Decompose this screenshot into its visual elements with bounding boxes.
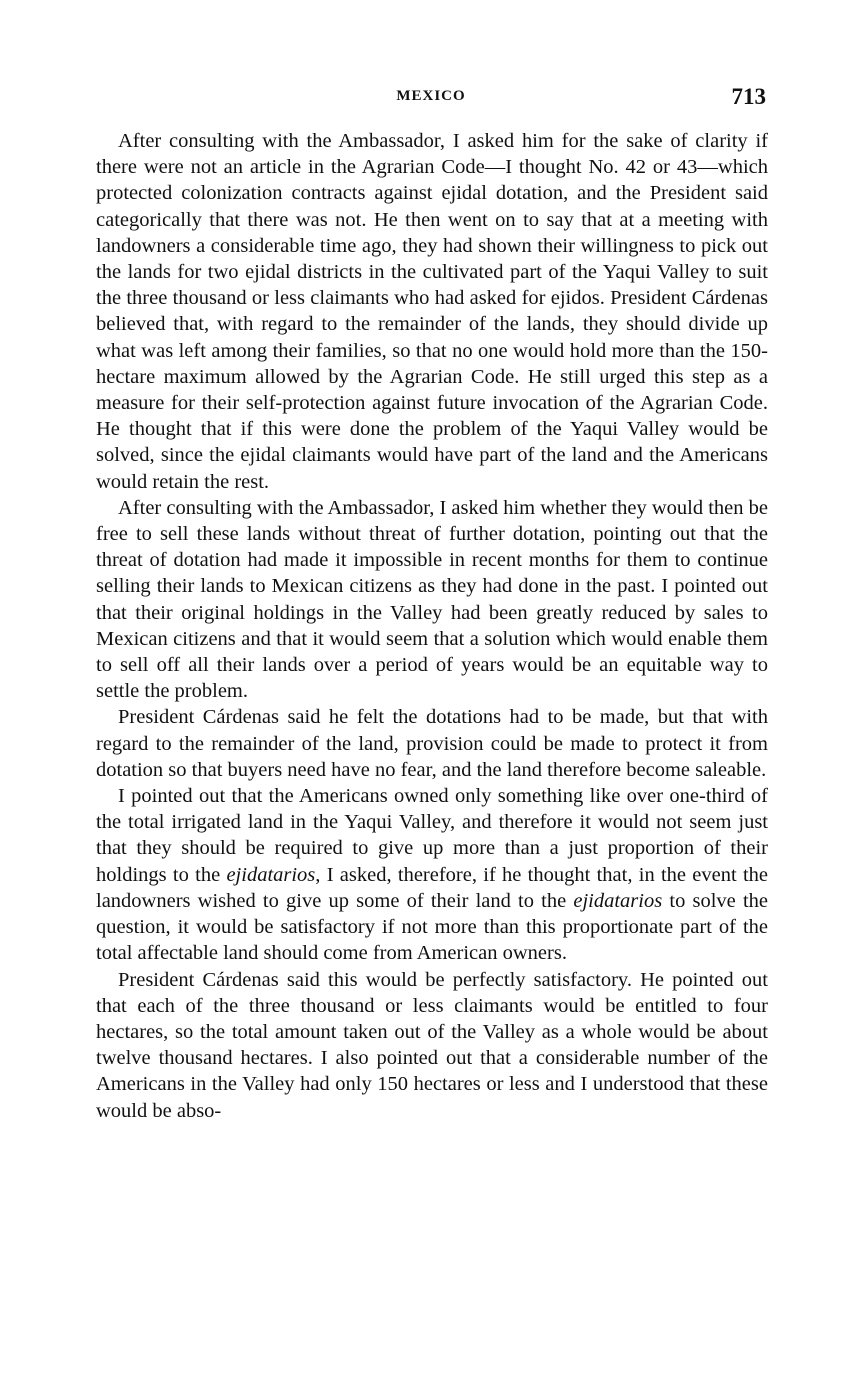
paragraph-4-part-1: I pointed out that the Americans owned only something like over one-third of the total irrigated land in the Yaqui Valley, and therefore it would not seem just that they should be required to give up more than a just proportion of their holdings to the [96, 785, 768, 886]
paragraph-3: President Cárdenas said he felt the dotations had to be made, but that with regard to the remainder of the land, provision could be made to protect it from dotation so that buyers need have no fear, and the land therefore become saleable. [96, 706, 768, 781]
body-text [96, 128, 768, 1124]
paragraph-4 [96, 783, 768, 966]
paragraph-4-part-3: to solve the question, it would be satisfactory if not more than this proportionate part of the total affectable land should come from American owners. [96, 889, 768, 965]
ejidatarios-italic-2: ejidatarios [573, 889, 663, 912]
page-number: 713 [731, 84, 766, 109]
paragraph-4-part-2: , I asked, therefore, if he thought that, in the event the landowners wished to give up some of their land to the [96, 863, 769, 912]
paragraph-2: After consulting with the Ambassador, I asked him whether they would then be free to sell these lands without threat of further dotation, pointing out that the threat of dotation had made it impossible in recent months for them to continue selling their lands to Mexican citizens as they had done in the past. I pointed out that their original holdings in the Valley had been greatly reduced by sales to Mexican citizens and that it would seem that a solution which would enable them to sell off all their lands over a period of years would be an equitable way to settle the problem. [96, 496, 768, 703]
paragraph-1: After consulting with the Ambassador, I asked him for the sake of clarity if there were not an article in the Agrarian Code—I thought No. 42 or 43—which protected colonization contracts against ejidal dotation, and the President said categorically that there was not. He then went on to say that at a meeting with landowners a considerable time ago, they had shown their willingness to pick out the lands for two ejidal districts in the cultivated part of the Yaqui Valley to suit the three thousand or less claimants who had asked for ejidos. President Cárdenas believed that, with regard to the remainder of the lands, they should divide up what was left among their families, so that no one would hold more than the 150-hectare maximum allowed by the Agrarian Code. He still urged this step as a measure for their self-protection against future invocation of the Agrarian Code. He thought that if this were done the problem of the Yaqui Valley would be solved, since the ejidal claimants would have part of the land and the Americans would retain the rest. [96, 130, 768, 493]
paragraph-5: President Cárdenas said this would be perfectly satisfactory. He pointed out that each of the three thousand or less claimants would be entitled to four hectares, so the total amount taken out of the Valley as a whole would be about twelve thousand hectares. I also pointed out that a considerable number of the Americans in the Valley had only 150 hectares or less and I understood that these would be abso- [96, 968, 768, 1122]
ejidatarios-italic-1: ejidatarios [226, 863, 316, 886]
page-header [96, 84, 766, 114]
running-head: MEXICO [396, 88, 466, 104]
